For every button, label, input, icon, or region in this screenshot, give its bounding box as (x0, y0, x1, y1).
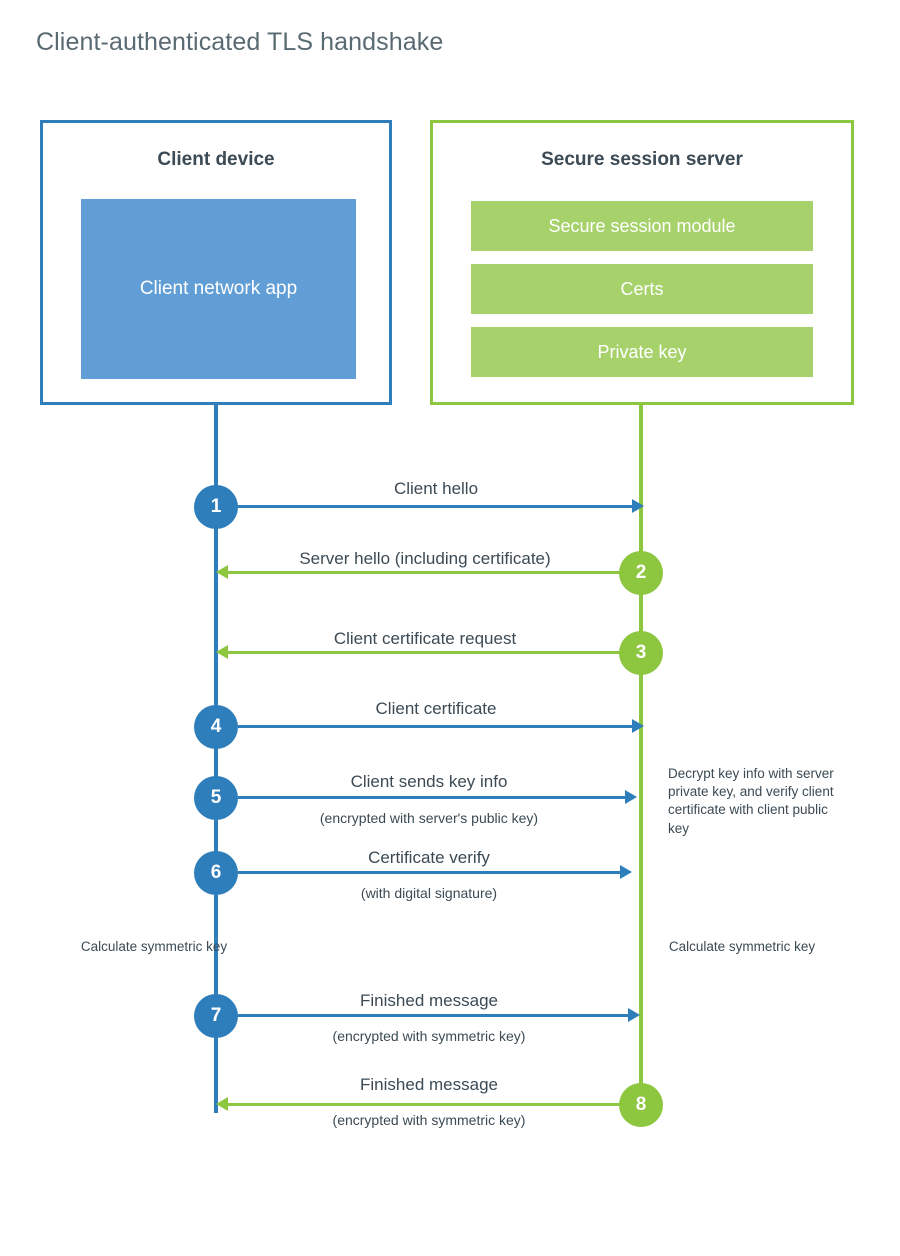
server-component-certs: Certs (471, 264, 813, 314)
arrow-line-6 (238, 871, 623, 874)
step-marker-5: 5 (194, 776, 238, 820)
client-device-box (40, 120, 392, 405)
step-label-5: Client sends key info (350, 772, 508, 791)
note-server-calculate-symmetric-key: Calculate symmetric key (668, 939, 816, 954)
secure-session-server-title: Secure session server (541, 149, 743, 170)
step-marker-3: 3 (619, 631, 663, 675)
step-label-2: Server hello (including certificate) (299, 549, 551, 568)
client-network-app-block: Client network app (81, 199, 356, 379)
arrow-head-3 (216, 645, 228, 659)
arrow-line-4 (238, 725, 635, 728)
arrow-line-3 (228, 651, 622, 654)
step-marker-7: 7 (194, 994, 238, 1038)
step-label-1: Client hello (393, 479, 479, 498)
arrow-head-2 (216, 565, 228, 579)
arrow-head-8 (216, 1097, 228, 1111)
note-server-decrypt: Decrypt key info with server private key, and verify client certificate with client public key (668, 766, 834, 836)
step-sublabel-5: (encrypted with server's public key) (319, 810, 539, 826)
step-marker-2: 2 (619, 551, 663, 595)
arrow-line-8 (228, 1103, 622, 1106)
step-sublabel-7: (encrypted with symmetric key) (332, 1028, 526, 1044)
step-marker-4: 4 (194, 705, 238, 749)
arrow-head-7 (628, 1008, 640, 1022)
client-device-title: Client device (157, 149, 275, 170)
step-sublabel-6: (with digital signature) (360, 885, 498, 901)
arrow-head-4 (632, 719, 644, 733)
arrow-head-5 (625, 790, 637, 804)
arrow-line-2 (228, 571, 622, 574)
step-label-7: Finished message (360, 991, 498, 1010)
step-label-6: Certificate verify (368, 848, 490, 867)
page-title: Client-authenticated TLS handshake (36, 28, 444, 56)
step-sublabel-8: (encrypted with symmetric key) (332, 1112, 526, 1128)
step-label-8: Finished message (360, 1075, 498, 1094)
step-marker-8: 8 (619, 1083, 663, 1127)
arrow-line-5 (238, 796, 628, 799)
step-label-4: Client certificate (375, 699, 497, 718)
step-label-3: Client certificate request (333, 629, 517, 648)
server-component-secure-session-module: Secure session module (471, 201, 813, 251)
step-marker-6: 6 (194, 851, 238, 895)
arrow-line-7 (238, 1014, 630, 1017)
step-marker-1: 1 (194, 485, 238, 529)
note-client-calculate-symmetric-key: Calculate symmetric key (80, 939, 228, 954)
server-component-private-key: Private key (471, 327, 813, 377)
arrow-head-1 (632, 499, 644, 513)
arrow-line-1 (238, 505, 635, 508)
secure-session-server-box (430, 120, 854, 405)
